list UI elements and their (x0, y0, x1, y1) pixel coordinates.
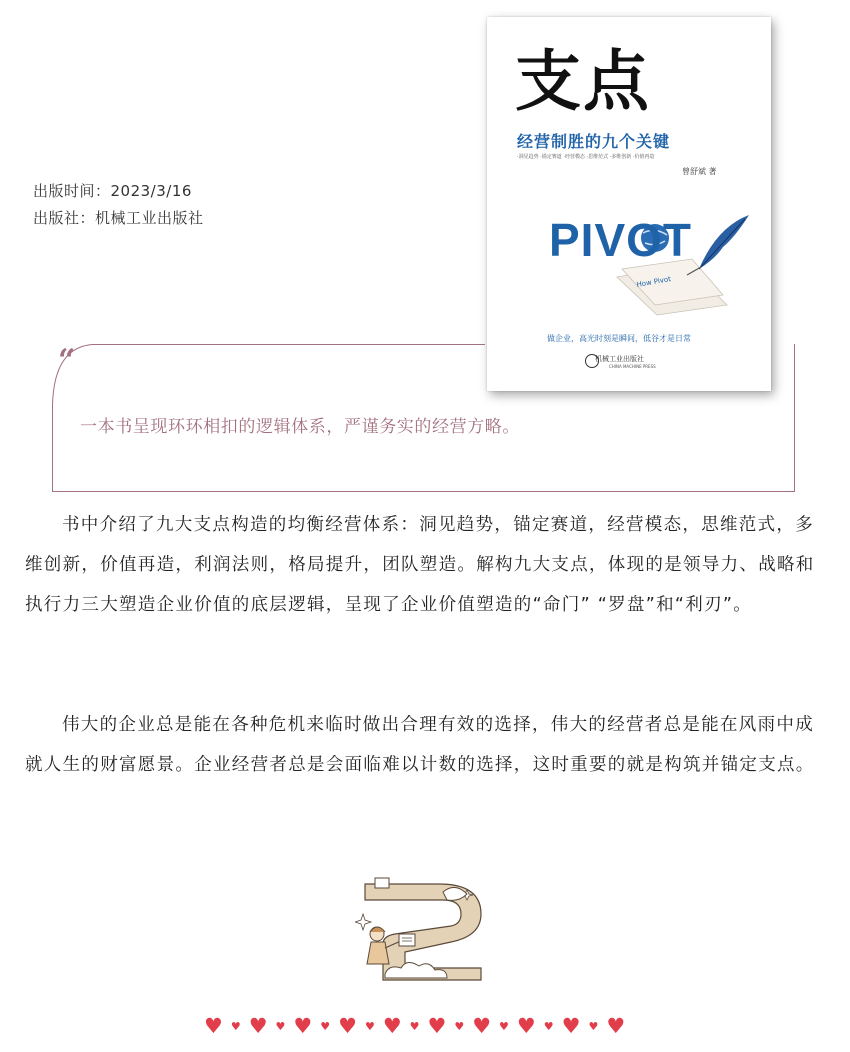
heart-icon: ♥ (248, 1014, 268, 1038)
heart-icon: ♥ (275, 1020, 286, 1033)
heart-icon: ♥ (320, 1020, 331, 1033)
cover-pivot-wordmark: PIVOT (549, 214, 693, 266)
heart-icon: ♥ (382, 1014, 402, 1038)
heart-icon: ♥ (338, 1014, 357, 1038)
heart-icon: ♥ (606, 1014, 626, 1038)
heart-icon: ♥ (516, 1014, 536, 1038)
heart-icon: ♥ (230, 1020, 241, 1033)
reading-figure-illustration (355, 870, 495, 985)
paragraph-intro: 书中介绍了九大支点构造的均衡经营体系：洞见趋势，锚定赛道，经营模态，思维范式，多维创新，价值再造，利润法则，格局提升，团队塑造。解构九大支点，体现的是领导力、战略和执行力三大塑造企业价值的底层逻辑，呈现了企业价值塑造的“命门” “罗盘”和“利刃”。 (25, 515, 815, 615)
paragraph-choices: 伟大的企业总是能在各种危机来临时做出合理有效的选择，伟大的经营者总是能在风雨中成就人生的财富愿景。企业经营者总是会面临难以计数的选择，这时重要的就是构筑并锚定支点。 (25, 715, 815, 775)
cover-publisher-en: CHINA MACHINE PRESS (609, 364, 656, 369)
publisher: 出版社：机械工业出版社 (33, 209, 204, 227)
svg-text:How Pivot: How Pivot (635, 275, 672, 289)
cover-title: 支点 (515, 42, 651, 120)
heart-icon: ♥ (561, 1014, 581, 1038)
quote-left-border (52, 404, 53, 491)
book-meta (33, 178, 204, 232)
book-cover (487, 17, 771, 391)
quote-box (52, 344, 795, 492)
heart-icon: ♥ (204, 1014, 223, 1038)
heart-icon: ♥ (543, 1020, 554, 1033)
heart-icon: ♥ (427, 1014, 447, 1038)
quote-text: 一本书呈现环环相扣的逻辑体系，严谨务实的经营方略。 (80, 417, 520, 437)
quote-mark-icon: “ (58, 343, 76, 378)
heart-icon: ♥ (364, 1020, 375, 1033)
publish-date: 出版时间：2023/3/16 (33, 182, 192, 200)
heart-icon: ♥ (409, 1020, 420, 1033)
cover-subtitle: 经营制胜的九个关键 (517, 132, 671, 151)
heart-icon: ♥ (454, 1020, 465, 1033)
heart-icon: ♥ (472, 1014, 492, 1038)
cover-publisher: 机械工业出版社 (595, 355, 644, 363)
heart-icon: ♥ (499, 1020, 509, 1033)
cover-author: 曾舒斌 著 (682, 167, 717, 176)
quote-top-border (92, 344, 485, 345)
heart-icon: ♥ (293, 1014, 313, 1038)
heart-icon: ♥ (588, 1020, 599, 1033)
cover-slogan: 做企业，高光时刻是瞬间，低谷才是日常 (547, 334, 691, 343)
cover-tags: ·洞见趋势 ·锚定赛道 ·经营模态 ·思维范式 ·多维创新 ·价值再造 (517, 154, 655, 160)
heart-divider (204, 1016, 625, 1037)
